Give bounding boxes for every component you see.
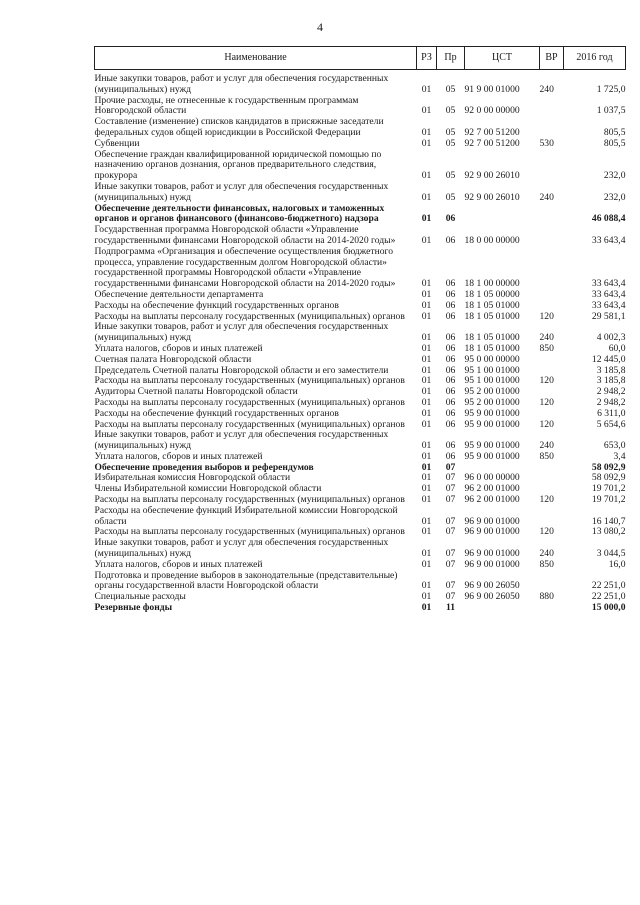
row-rz-code: 01: [421, 299, 432, 311]
row-rz-code: 01: [421, 342, 432, 354]
row-name: Государственная программа Новгородской области «Управление государственными финансами Новгородской области на 2014-2020 годы»: [94, 224, 396, 246]
table-row: [95, 247, 626, 290]
row-amount: 33 643,4: [591, 299, 626, 311]
row-cst-code: 96 9 00 26050: [464, 580, 520, 592]
row-pr-code: 06: [445, 353, 456, 365]
row-rz-code: 01: [421, 213, 432, 225]
row-name: Специальные расходы: [94, 591, 186, 603]
row-name: Расходы на обеспечение функций государственных органов: [94, 299, 339, 311]
row-cst-code: 91 9 00 01000: [464, 83, 520, 95]
row-name: Обеспечение проведения выборов и референдумов: [94, 461, 314, 473]
row-rz-code: 01: [421, 548, 432, 560]
row-pr-code: 06: [445, 278, 456, 290]
row-cst-code: 95 1 00 01000: [464, 364, 520, 376]
row-vr-code: [540, 150, 564, 182]
row-cst-code: 96 9 00 01000: [464, 558, 520, 570]
header-amount: 2016 год: [564, 47, 626, 70]
row-pr-code: 06: [445, 364, 456, 376]
row-rz-code: 01: [421, 494, 432, 506]
row-cst-code: 95 2 00 01000: [464, 386, 520, 398]
row-amount: 3 044,5: [596, 548, 626, 560]
row-vr-code: [540, 96, 564, 118]
row-pr-code: 05: [445, 170, 456, 182]
row-rz-code: 01: [421, 126, 432, 138]
row-vr-code: [540, 571, 564, 593]
row-vr-code: 120: [539, 396, 554, 408]
row-rz-code: 01: [421, 386, 432, 398]
row-name: Обеспечение граждан квалифицированной юридической помощью по назначению органов дознания, органов предварительного следствия, прокурора: [94, 148, 382, 182]
row-cst-code: 92 7 00 51200: [464, 137, 520, 149]
row-amount: 22 251,0: [591, 591, 626, 603]
row-name: Подготовка и проведение выборов в законодательные (представительные) органы государственной власти Новгородской области: [94, 569, 398, 592]
row-vr-code: [540, 463, 564, 474]
row-vr-code: 120: [539, 526, 554, 538]
row-cst-code: 95 9 00 01000: [464, 440, 520, 452]
table-row: [95, 603, 626, 614]
row-vr-code: 240: [539, 191, 554, 203]
row-cst-code: 96 9 00 01000: [464, 526, 520, 538]
row-rz-code: 01: [421, 375, 432, 387]
row-pr-code: 06: [445, 386, 456, 398]
table-row: [95, 355, 626, 366]
row-amount: 13 080,2: [591, 526, 626, 538]
row-name: Уплата налогов, сборов и иных платежей: [94, 558, 263, 570]
header-name: Наименование: [95, 47, 417, 70]
row-pr-code: 05: [445, 105, 456, 117]
row-amount: 33 643,4: [591, 234, 626, 246]
table-row: [95, 225, 626, 247]
row-name: Обеспечение деятельности финансовых, налоговых и таможенных органов и органов финансового (финансово-бюджетного) надзора: [94, 202, 385, 225]
row-pr-code: 06: [445, 375, 456, 387]
row-vr-code: [540, 290, 564, 301]
row-amount: 2 948,2: [596, 386, 626, 398]
row-name: Уплата налогов, сборов и иных платежей: [94, 450, 263, 462]
row-vr-code: [540, 473, 564, 484]
row-pr-code: 05: [445, 191, 456, 203]
row-name: Резервные фонды: [94, 602, 173, 614]
row-cst-code: 96 9 00 01000: [464, 548, 520, 560]
row-pr-code: 07: [445, 494, 456, 506]
row-pr-code: 06: [445, 396, 456, 408]
row-rz-code: 01: [421, 364, 432, 376]
row-vr-code: 120: [539, 375, 554, 387]
row-rz-code: 01: [421, 407, 432, 419]
row-pr-code: 07: [445, 580, 456, 592]
row-amount: 16 140,7: [591, 515, 626, 527]
table-row: [95, 301, 626, 312]
row-cst-code: 18 1 05 01000: [464, 299, 520, 311]
row-pr-code: 06: [445, 418, 456, 430]
row-name: Расходы на выплаты персоналу государственных (муниципальных) органов: [94, 396, 405, 408]
row-vr-code: 530: [539, 137, 554, 149]
row-rz-code: 01: [421, 191, 432, 203]
row-rz-code: 01: [421, 288, 432, 300]
table-row: [95, 150, 626, 182]
row-vr-code: [540, 409, 564, 420]
table-row: [95, 204, 626, 226]
row-cst-code: 92 9 00 26010: [464, 191, 520, 203]
row-name: Председатель Счетной палаты Новгородской области и его заместители: [94, 364, 389, 376]
row-rz-code: 01: [421, 472, 432, 484]
row-rz-code: 01: [421, 461, 432, 473]
row-cst-code: 95 9 00 01000: [464, 418, 520, 430]
row-amount: 33 643,4: [591, 278, 626, 290]
table-header: [95, 47, 626, 70]
row-amount: 19 701,2: [591, 494, 626, 506]
row-cst-code: 95 2 00 01000: [464, 396, 520, 408]
row-amount: 22 251,0: [591, 580, 626, 592]
row-name: Расходы на обеспечение функций Избирательной комиссии Новгородской области: [94, 504, 398, 527]
row-cst-code: 92 9 00 26010: [464, 170, 520, 182]
row-rz-code: 01: [421, 278, 432, 290]
row-vr-code: [540, 603, 564, 614]
row-rz-code: 01: [421, 515, 432, 527]
row-vr-code: 120: [539, 418, 554, 430]
row-name: Расходы на выплаты персоналу государственных (муниципальных) органов: [94, 310, 405, 322]
row-amount: 1 725,0: [596, 83, 626, 95]
row-pr-code: 06: [445, 407, 456, 419]
row-rz-code: 01: [421, 591, 432, 603]
row-name: Прочие расходы, не отнесенные к государственным программам Новгородской области: [94, 94, 359, 117]
row-vr-code: 880: [539, 591, 554, 603]
row-amount: 4 002,3: [596, 332, 626, 344]
table-row: [95, 322, 626, 344]
row-rz-code: 01: [421, 396, 432, 408]
row-name: Расходы на выплаты персоналу государственных (муниципальных) органов: [94, 418, 405, 430]
row-cst-code: 96 9 00 26050: [464, 591, 520, 603]
row-pr-code: 06: [445, 213, 456, 225]
row-cst-code: 96 2 00 01000: [464, 483, 520, 495]
row-vr-code: 240: [539, 548, 554, 560]
row-rz-code: 01: [421, 310, 432, 322]
row-name: Расходы на выплаты персоналу государственных (муниципальных) органов: [94, 375, 405, 387]
row-cst-code: [465, 204, 540, 226]
row-name: Иные закупки товаров, работ и услуг для обеспечения государственных (муниципальных) нужд: [94, 180, 389, 203]
row-name: Иные закупки товаров, работ и услуг для обеспечения государственных (муниципальных) нужд: [94, 73, 389, 95]
row-name: Счетная палата Новгородской области: [94, 353, 252, 365]
row-rz-code: 01: [421, 332, 432, 344]
row-pr-code: 07: [445, 483, 456, 495]
row-cst-code: 96 2 00 01000: [464, 494, 520, 506]
table-row: [95, 571, 626, 593]
row-pr-code: 06: [445, 440, 456, 452]
row-name: Уплата налогов, сборов и иных платежей: [94, 342, 263, 354]
row-amount: 2 948,2: [596, 396, 626, 408]
row-rz-code: 01: [421, 83, 432, 95]
row-pr-code: 06: [445, 310, 456, 322]
row-amount: 3 185,8: [596, 364, 626, 376]
row-pr-code: 07: [445, 515, 456, 527]
row-rz-code: 01: [421, 580, 432, 592]
row-amount: 3 185,8: [596, 375, 626, 387]
page-number: 4: [317, 20, 323, 34]
row-vr-code: 120: [539, 494, 554, 506]
row-name: Иные закупки товаров, работ и услуг для обеспечения государственных (муниципальных) нужд: [94, 537, 389, 560]
table-row: [95, 96, 626, 118]
row-rz-code: 01: [421, 353, 432, 365]
row-rz-code: 01: [421, 602, 432, 614]
row-amount: 33 643,4: [591, 288, 626, 300]
row-pr-code: 05: [445, 137, 456, 149]
row-pr-code: 06: [445, 342, 456, 354]
row-cst-code: 18 1 05 00000: [464, 288, 520, 300]
row-cst-code: 18 1 05 01000: [464, 342, 520, 354]
row-cst-code: 18 1 05 01000: [464, 332, 520, 344]
row-vr-code: [540, 117, 564, 139]
row-amount: 653,0: [603, 440, 626, 452]
table-row: [95, 592, 626, 603]
row-vr-code: 850: [539, 342, 554, 354]
header-rz: РЗ: [417, 47, 437, 70]
row-name: Члены Избирательной комиссии Новгородской области: [94, 483, 322, 495]
row-cst-code: 96 9 00 01000: [464, 515, 520, 527]
table-row: [95, 139, 626, 150]
row-name: Субвенции: [94, 137, 140, 149]
row-amount: 15 000,0: [591, 602, 626, 614]
row-name: Подпрограмма «Организация и обеспечение осуществления бюджетного процесса, управление государственным долгом Новгородской области» государственной программы Новгородской области «Управление государственными финансами Новгородской области на 2014-2020 годы»: [94, 245, 396, 290]
row-name: Расходы на выплаты персоналу государственных (муниципальных) органов: [94, 526, 405, 538]
table-body: [95, 70, 626, 614]
row-vr-code: [540, 506, 564, 528]
row-cst-code: 95 9 00 01000: [464, 407, 520, 419]
header-cst: ЦСТ: [465, 47, 540, 70]
row-amount: 19 701,2: [591, 483, 626, 495]
row-pr-code: 05: [445, 126, 456, 138]
row-amount: 232,0: [603, 191, 626, 203]
row-vr-code: 850: [539, 558, 554, 570]
row-vr-code: [540, 225, 564, 247]
row-pr-code: 05: [445, 83, 456, 95]
row-name: Аудиторы Счетной палаты Новгородской области: [94, 386, 298, 398]
table-row: [95, 409, 626, 420]
row-amount: 46 088,4: [591, 213, 626, 225]
row-rz-code: 01: [421, 440, 432, 452]
row-vr-code: 120: [539, 310, 554, 322]
row-vr-code: 850: [539, 450, 554, 462]
row-cst-code: [465, 603, 540, 614]
row-pr-code: 06: [445, 450, 456, 462]
row-amount: 805,5: [603, 126, 626, 138]
row-pr-code: 06: [445, 332, 456, 344]
budget-table: [94, 46, 626, 614]
row-cst-code: 18 1 05 01000: [464, 310, 520, 322]
row-name: Расходы на выплаты персоналу государственных (муниципальных) органов: [94, 494, 405, 506]
row-amount: 3,4: [613, 450, 626, 462]
table-row: [95, 538, 626, 560]
row-rz-code: 01: [421, 450, 432, 462]
row-amount: 1 037,5: [596, 105, 626, 117]
row-amount: 805,5: [603, 137, 626, 149]
row-rz-code: 01: [421, 105, 432, 117]
row-amount: 16,0: [608, 558, 626, 570]
row-rz-code: 01: [421, 483, 432, 495]
row-name: Составление (изменение) списков кандидатов в присяжные заседатели федеральных судов общей юрисдикции в Российской Федерации: [94, 116, 384, 138]
row-vr-code: [540, 247, 564, 290]
row-cst-code: 18 0 00 00000: [464, 234, 520, 246]
row-vr-code: [540, 301, 564, 312]
row-name: Расходы на обеспечение функций государственных органов: [94, 407, 339, 419]
row-name: Избирательная комиссия Новгородской области: [94, 472, 291, 484]
row-name: Иные закупки товаров, работ и услуг для обеспечения государственных (муниципальных) нужд: [94, 429, 389, 452]
row-vr-code: 240: [539, 332, 554, 344]
header-vr: ВР: [540, 47, 564, 70]
row-pr-code: 11: [445, 602, 456, 614]
table-row: [95, 506, 626, 528]
row-cst-code: 18 1 00 00000: [464, 278, 520, 290]
table-row: [95, 182, 626, 204]
row-cst-code: 92 7 00 51200: [464, 126, 520, 138]
row-name: Обеспечение деятельности департамента: [94, 288, 264, 300]
row-pr-code: 06: [445, 288, 456, 300]
row-vr-code: [540, 355, 564, 366]
row-rz-code: 01: [421, 558, 432, 570]
row-cst-code: 95 0 00 00000: [464, 353, 520, 365]
row-cst-code: 95 9 00 01000: [464, 450, 520, 462]
table-row: [95, 70, 626, 96]
row-rz-code: 01: [421, 137, 432, 149]
table-row: [95, 430, 626, 452]
row-amount: 6 311,0: [597, 407, 626, 419]
row-amount: 29 581,1: [591, 310, 626, 322]
row-amount: 58 092,9: [591, 461, 626, 473]
table-row: [95, 117, 626, 139]
row-pr-code: 06: [445, 299, 456, 311]
row-pr-code: 07: [445, 591, 456, 603]
row-amount: 232,0: [603, 170, 626, 182]
row-amount: 5 654,6: [596, 418, 626, 430]
row-pr-code: 07: [445, 526, 456, 538]
row-rz-code: 01: [421, 418, 432, 430]
row-rz-code: 01: [421, 170, 432, 182]
header-pr: Пр: [437, 47, 465, 70]
row-cst-code: 96 0 00 00000: [464, 472, 520, 484]
row-cst-code: 92 0 00 00000: [464, 105, 520, 117]
row-vr-code: 240: [539, 83, 554, 95]
row-amount: 12 445,0: [591, 353, 626, 365]
row-pr-code: 06: [445, 234, 456, 246]
row-amount: 60,0: [608, 342, 626, 354]
row-vr-code: 240: [539, 440, 554, 452]
row-pr-code: 07: [445, 461, 456, 473]
row-cst-code: 95 1 00 01000: [464, 375, 520, 387]
row-name: Иные закупки товаров, работ и услуг для обеспечения государственных (муниципальных) нужд: [94, 321, 389, 344]
row-rz-code: 01: [421, 234, 432, 246]
row-vr-code: [540, 204, 564, 226]
row-pr-code: 07: [445, 548, 456, 560]
row-rz-code: 01: [421, 526, 432, 538]
row-amount: 58 092,9: [591, 472, 626, 484]
row-pr-code: 07: [445, 472, 456, 484]
row-pr-code: 07: [445, 558, 456, 570]
